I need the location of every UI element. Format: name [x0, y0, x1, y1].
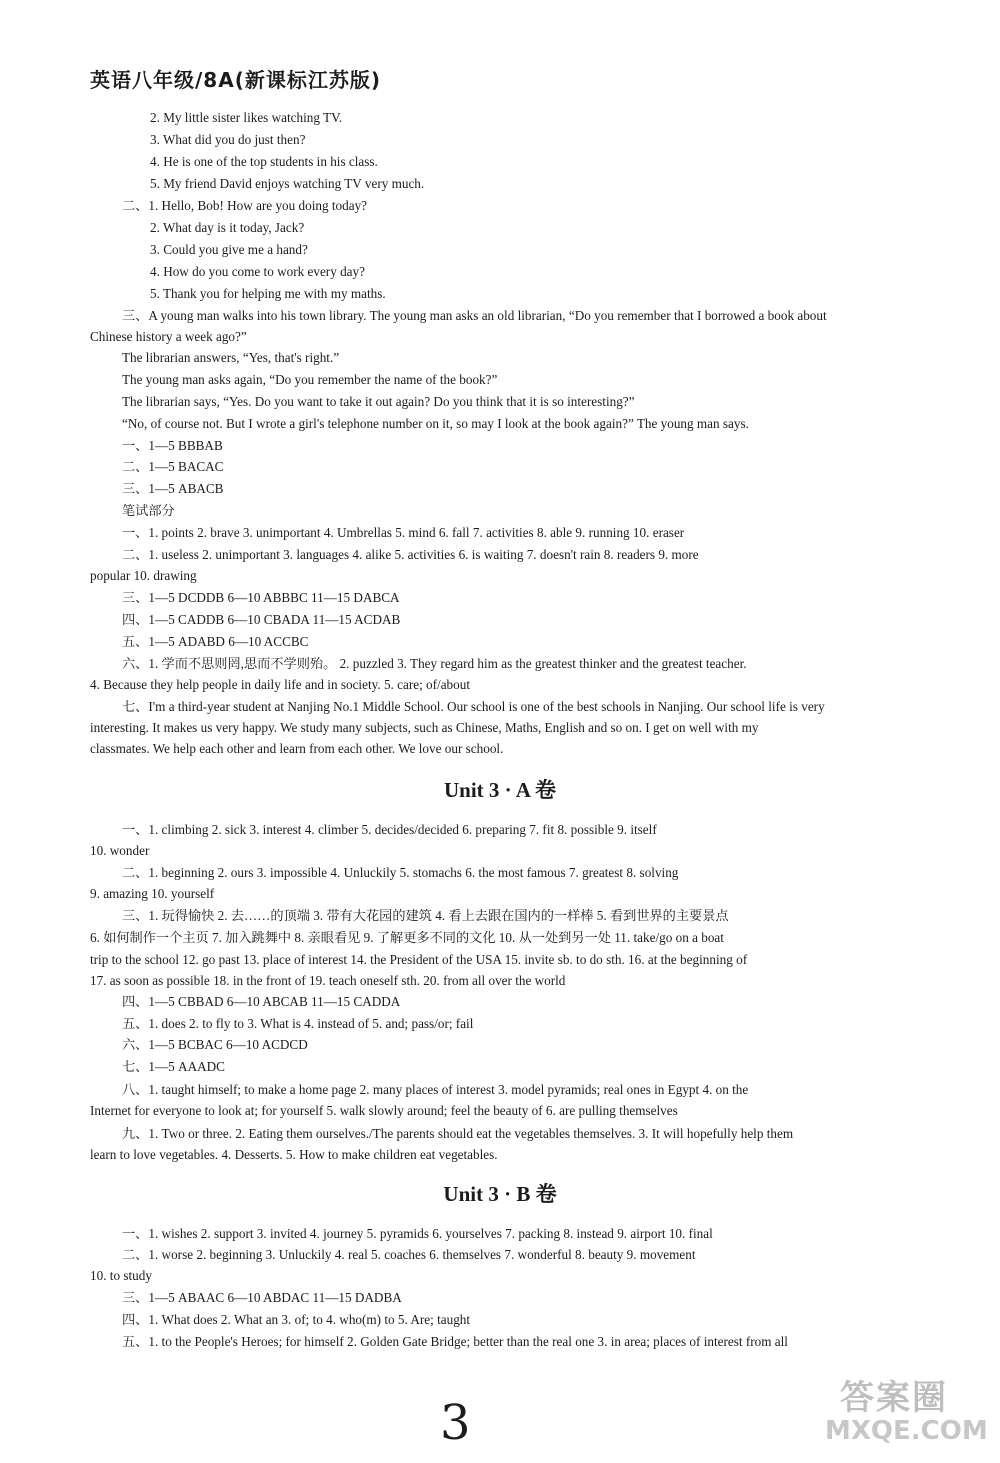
- answer-line: 4. He is one of the top students in his class.: [150, 154, 378, 169]
- answer-line: 5. My friend David enjoys watching TV very much.: [150, 176, 425, 191]
- answer-line: 10. to study: [90, 1268, 152, 1283]
- answer-line: 五、1. to the People's Heroes; for himself 2. Golden Gate Bridge; better than the real one 3. in area; places of interest from all: [122, 1334, 788, 1349]
- answer-line: popular 10. drawing: [90, 568, 197, 583]
- unit3b-heading: Unit 3 · B 卷: [443, 1182, 557, 1206]
- answer-line: 七、I'm a third-year student at Nanjing No.1 Middle School. Our school is one of the best schools in Nanjing. Our school life is very: [122, 699, 825, 714]
- answer-line: 5. Thank you for helping me with my maths.: [150, 286, 386, 301]
- answer-line: 八、1. taught himself; to make a home page 2. many places of interest 3. model pyramids; real ones in Egypt 4. on the: [122, 1082, 749, 1097]
- watermark-logo: [820, 1360, 995, 1455]
- answer-line: 九、1. Two or three. 2. Eating them ourselves./The parents should eat the vegetables themselves. 3. It will hopefully help them: [122, 1126, 794, 1141]
- answer-line: 三、1. 玩得愉快 2. 去……的顶端 3. 带有大花园的建筑 4. 看上去跟在国内的一样棒 5. 看到世界的主要景点: [122, 908, 729, 923]
- answer-line: Chinese history a week ago?”: [90, 329, 247, 344]
- answer-line: 4. Because they help people in daily life and in society. 5. care; of/about: [90, 677, 470, 692]
- answer-line: “No, of course not. But I wrote a girl's telephone number on it, so may I look at the book again?” The young man says.: [122, 416, 749, 431]
- watermark-url: MXQE.COM: [825, 1416, 988, 1446]
- page-number: 3: [440, 1395, 471, 1451]
- answer-line: 6. 如何制作一个主页 7. 加入跳舞中 8. 亲眼看见 9. 了解更多不同的文化 10. 从一处到另一处 11. take/go on a boat: [90, 930, 724, 945]
- answer-line: 六、1. 学而不思则罔,思而不学则殆。 2. puzzled 3. They regard him as the greatest thinker and the greatest teacher.: [122, 656, 747, 671]
- book-header: 英语八年级/8A(新课标江苏版): [90, 68, 381, 92]
- answer-line: trip to the school 12. go past 13. place of interest 14. the President of the USA 15. invite sb. to do sth. 16. at the beginning of: [90, 952, 748, 967]
- unit3a-heading: Unit 3 · A 卷: [443, 778, 557, 802]
- answer-line: 三、1—5 ABAAC 6—10 ABDAC 11—15 DADBA: [122, 1290, 402, 1305]
- answer-line: The librarian says, “Yes. Do you want to take it out again? Do you think that it is so interesting?”: [122, 394, 635, 409]
- answer-line: 2. My little sister likes watching TV.: [150, 110, 343, 125]
- answer-line: 3. Could you give me a hand?: [150, 242, 308, 257]
- answer-line: 10. wonder: [90, 843, 150, 858]
- answer-line: 17. as soon as possible 18. in the front of 19. teach oneself sth. 20. from all over the world: [90, 973, 566, 988]
- answer-line: 三、A young man walks into his town library. The young man asks an old librarian, “Do you remember that I borrowed a book about: [122, 308, 827, 323]
- answer-line: 四、1. What does 2. What an 3. of; to 4. who(m) to 5. Are; taught: [122, 1312, 471, 1327]
- answer-line: 一、1. wishes 2. support 3. invited 4. journey 5. pyramids 6. yourselves 7. packing 8. instead 9. airport 10. final: [122, 1226, 713, 1241]
- answer-line: 二、1. Hello, Bob! How are you doing today?: [122, 198, 368, 213]
- answer-line: 一、1. points 2. brave 3. unimportant 4. Umbrellas 5. mind 6. fall 7. activities 8. able 9. running 10. eraser: [122, 525, 685, 540]
- answer-line: 四、1—5 CADDB 6—10 CBADA 11—15 ACDAB: [122, 612, 401, 627]
- answer-line: 9. amazing 10. yourself: [90, 886, 215, 901]
- answer-line: interesting. It makes us very happy. We study many subjects, such as Chinese, Maths, English and so on. I get on well with my: [90, 720, 759, 735]
- answer-line: 3. What did you do just then?: [150, 132, 306, 147]
- answer-line: 一、1. climbing 2. sick 3. interest 4. climber 5. decides/decided 6. preparing 7. fit 8. possible 9. itself: [122, 822, 657, 837]
- answer-line: 笔试部分: [122, 503, 175, 518]
- answer-line: 五、1—5 ADABD 6—10 ACCBC: [122, 634, 309, 649]
- answer-line: 七、1—5 AAADC: [122, 1059, 225, 1074]
- answer-line: 二、1. worse 2. beginning 3. Unluckily 4. real 5. coaches 6. themselves 7. wonderful 8. beauty 9. movement: [122, 1247, 696, 1262]
- answer-line: 五、1. does 2. to fly to 3. What is 4. instead of 5. and; pass/or; fail: [122, 1016, 474, 1031]
- answer-line: 三、1—5 DCDDB 6—10 ABBBC 11—15 DABCA: [122, 590, 400, 605]
- answer-line: 二、1. useless 2. unimportant 3. languages 4. alike 5. activities 6. is waiting 7. doesn't rain 8. readers 9. more: [122, 547, 699, 562]
- answer-line: The young man asks again, “Do you remember the name of the book?”: [122, 372, 498, 387]
- answer-line: 4. How do you come to work every day?: [150, 264, 365, 279]
- watermark-text: 答案圈: [840, 1378, 948, 1418]
- answer-line: 一、1—5 BBBAB: [122, 438, 223, 453]
- answer-line: 二、1. beginning 2. ours 3. impossible 4. Unluckily 5. stomachs 6. the most famous 7. greatest 8. solving: [122, 865, 679, 880]
- answer-line: classmates. We help each other and learn from each other. We love our school.: [90, 741, 504, 756]
- answer-line: 四、1—5 CBBAD 6—10 ABCAB 11—15 CADDA: [122, 994, 401, 1009]
- answer-line: 2. What day is it today, Jack?: [150, 220, 305, 235]
- answer-line: 三、1—5 ABACB: [122, 481, 224, 496]
- answer-line: 六、1—5 BCBAC 6—10 ACDCD: [122, 1037, 308, 1052]
- answer-line: learn to love vegetables. 4. Desserts. 5. How to make children eat vegetables.: [90, 1147, 498, 1162]
- answer-line: Internet for everyone to look at; for yourself 5. walk slowly around; feel the beauty of 6. are pulling themselves: [90, 1103, 678, 1118]
- answer-line: The librarian answers, “Yes, that's right.”: [122, 350, 340, 365]
- answer-line: 二、1—5 BACAC: [122, 459, 224, 474]
